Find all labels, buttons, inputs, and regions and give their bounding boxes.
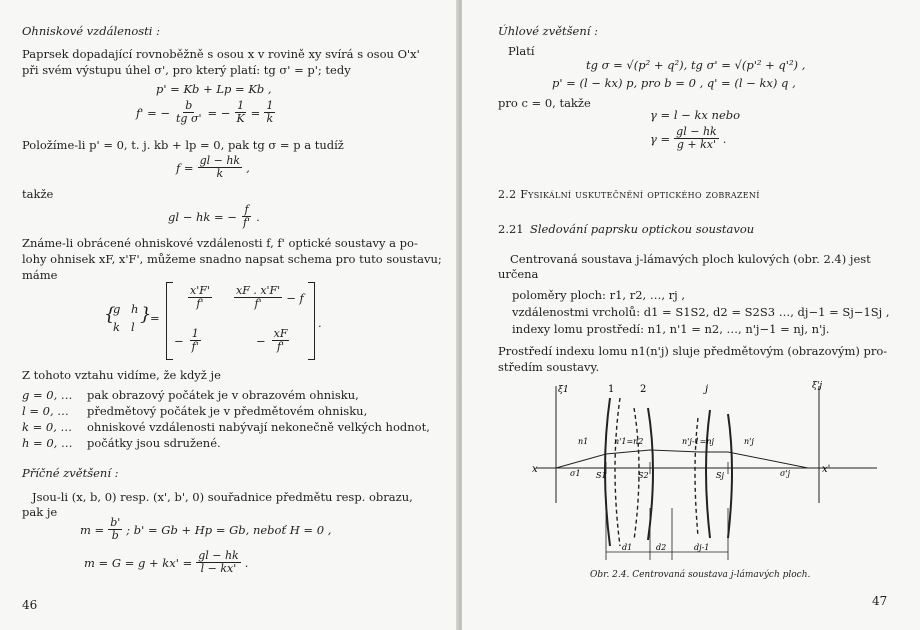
equation: p' = (l − kx) p, pro b = 0 , q' = (l − kx) q , bbox=[552, 76, 796, 90]
heading-transverse: Příčné zvětšení : bbox=[22, 466, 119, 480]
surface-j bbox=[706, 410, 710, 538]
matrix-g: g bbox=[113, 302, 121, 316]
brace-right: } bbox=[140, 304, 152, 325]
list-text: počátky jsou sdružené. bbox=[87, 436, 221, 450]
matrix-k: k bbox=[113, 320, 120, 334]
paragraph-line: Prostředí indexu lomu n1(n'j) sluje předmětovým (obrazovým) pro- bbox=[498, 344, 888, 358]
eq-lhs: gl − hk = − bbox=[168, 209, 237, 224]
label-x: x bbox=[532, 464, 538, 475]
numerator: 1 bbox=[191, 327, 199, 340]
matrix-l: l bbox=[131, 320, 135, 334]
label-xi1: ξ1 bbox=[558, 385, 569, 395]
list-text: předmětový počátek je v předmětovém ohnisku, bbox=[87, 404, 368, 418]
paragraph-line: Známe-li obrácené ohniskové vzdálenosti f, f' optické soustavy a po- bbox=[22, 236, 418, 250]
denominator: tg σ' bbox=[176, 112, 202, 125]
page-number: 46 bbox=[22, 598, 38, 612]
denominator: f' bbox=[191, 340, 199, 353]
label-surface-2: 2 bbox=[640, 384, 647, 395]
surface-j-back bbox=[728, 414, 732, 538]
label-surface-1: 1 bbox=[608, 384, 615, 395]
numerator: b' bbox=[110, 516, 121, 529]
subsection-heading: Sledování paprsku optickou soustavou bbox=[530, 222, 755, 236]
paragraph-line: Paprsek dopadající rovnoběžně s osou x v rovině xy svírá s osou O'x' bbox=[22, 47, 420, 61]
numerator: 1 bbox=[266, 99, 274, 112]
eq-rest: ; b' = Gb + Hp = Gb, neboť H = 0 , bbox=[126, 522, 332, 537]
equation: γ = l − kx nebo bbox=[650, 108, 741, 122]
paragraph-line: máme bbox=[22, 268, 58, 282]
equation bbox=[80, 517, 331, 542]
numerator: b bbox=[185, 99, 193, 112]
paragraph-line: Platí bbox=[508, 44, 535, 58]
brace-left: { bbox=[104, 304, 116, 325]
paragraph-line: při svém výstupu úhel σ', pro který platí: tg σ' = p'; tedy bbox=[22, 63, 351, 77]
list-cond: g = 0, … bbox=[22, 388, 73, 402]
surface-1-back bbox=[615, 398, 620, 546]
eq-lhs: f = bbox=[176, 160, 194, 175]
sign: − bbox=[256, 333, 266, 348]
ray-path bbox=[556, 450, 808, 468]
label-d2: d2 bbox=[656, 543, 667, 552]
equation: tg σ = √(p² + q²), tg σ' = √(p'² + q'²) , bbox=[586, 58, 806, 72]
paragraph-line: Z tohoto vztahu vidíme, že když je bbox=[22, 368, 221, 382]
eq-eq: = bbox=[250, 105, 261, 120]
label-n1: n1 bbox=[578, 437, 589, 446]
fraction bbox=[198, 155, 243, 180]
denominator: f' bbox=[242, 216, 251, 229]
denominator: K bbox=[236, 112, 245, 125]
sign: − bbox=[174, 333, 184, 348]
numerator: gl − hk bbox=[199, 154, 241, 167]
label-S2: S2 bbox=[638, 471, 649, 480]
fraction bbox=[196, 550, 241, 575]
list-text: ohniskové vzdálenosti nabývají nekonečně velkých hodnot, bbox=[87, 420, 430, 434]
label-S1: S1 bbox=[596, 471, 607, 480]
numerator: x'F' bbox=[190, 284, 210, 297]
matrix-cell bbox=[256, 328, 289, 353]
list-text: pak obrazový počátek je v obrazovém ohnisku, bbox=[87, 388, 359, 402]
section-heading: 2.2 Fysikální uskutečnění optického zobrazení bbox=[498, 188, 760, 201]
left-page: Ohniskové vzdálenosti : Paprsek dopadající rovnoběžně s osou x v rovině xy svírá s osou O'x' při svém výstupu úhel σ', pro který platí: tg σ' = p'; tedy p' = Kb + Lp = Kb , f' = − $\frac{b}{\text{tg σ'}}$ = − $\frac{1}{K}$ = $\frac{1}{k}$ Položíme-li p' = 0, t. j. kb + lp = 0, pak tg σ = p a tudíž f = $\frac{gl - hk}{k}$ , takže gl − hk = − $\frac{f}{f'}$ . Známe-li obrácené ohniskové vzdálenosti f, f' optické soustavy a po- lohy ohnisek xF, x'F', můžeme snadno napsat schema pro tuto soustavu; máme { g h k l } = $\frac{x'F'}{f'}$ $\frac{xF . x'F'}{f'}$ − f − $\frac{1}{f'}$ − $\frac{xF}{f'}$ . Z tohoto vztahu vidíme, že když je g = 0, … pak obrazový počátek je v obrazovém ohnisku, l = 0, … předmětový počátek je v předmětovém ohnisku, k = 0, … ohniskové vzdálenosti nabývají nekonečně velkých hodnot, h = 0, … počátky jsou sdružené. Příčné zvětšení : Jsou-li (x, b, 0) resp. (x', b', 0) souřadnice předmětu resp. obrazu, pak je m = $\frac{b'}{b}$ ; b' = Gb + Hp = Gb, neboť H = 0 , m = G = g + kx' = $\frac{gl - hk}{l - kx'}$ . 46 bbox=[0, 0, 458, 630]
label-njm: n'j-1=nj bbox=[682, 437, 714, 446]
label-dj: dj-1 bbox=[694, 543, 710, 552]
denominator: l − kx' bbox=[200, 562, 237, 575]
equation: gl − hk = − $\frac{f}{f'}$ . bbox=[168, 203, 260, 229]
paragraph-line: pak je bbox=[22, 505, 58, 519]
matrix-cell bbox=[174, 328, 201, 353]
denominator: f' bbox=[196, 297, 204, 310]
matrix-h: h bbox=[131, 302, 139, 316]
list-cond: k = 0, … bbox=[22, 420, 73, 434]
list-item: poloměry ploch: r1, r2, …, rj , bbox=[512, 288, 686, 302]
equation: γ = $\frac{gl - hk}{g + kx'}$ . bbox=[650, 125, 727, 151]
fraction bbox=[264, 100, 275, 125]
surface-2 bbox=[648, 408, 653, 540]
label-njp: n'j bbox=[744, 437, 754, 446]
list-item: indexy lomu prostředí: n1, n'1 = n2, …, n'j−1 = nj, n'j. bbox=[512, 322, 830, 336]
denominator: f' bbox=[254, 297, 262, 310]
equation: f = $\frac{gl - hk}{k}$ , bbox=[176, 154, 250, 180]
eq-lhs: m = bbox=[80, 522, 105, 537]
numerator: gl − hk bbox=[676, 125, 717, 138]
equation: p' = Kb + Lp = Kb , bbox=[156, 82, 272, 96]
label-Sj: Sj bbox=[716, 471, 724, 480]
equation: m = G = g + kx' = $\frac{gl - hk}{l - kx'}$ . bbox=[84, 549, 249, 575]
label-n1p: n'1=n2 bbox=[614, 437, 644, 446]
label-sigma1: σ1 bbox=[570, 469, 581, 478]
numerator: xF bbox=[273, 327, 288, 340]
page-number: 47 bbox=[872, 594, 888, 608]
denominator: k bbox=[216, 167, 224, 180]
surface-j-front bbox=[695, 418, 698, 536]
paragraph-line: Centrovaná soustava j-lámavých ploch kulových (obr. 2.4) jest bbox=[510, 252, 871, 266]
eq-lhs: γ = bbox=[650, 131, 671, 146]
paragraph-line: Jsou-li (x, b, 0) resp. (x', b', 0) souřadnice předmětu resp. obrazu, bbox=[32, 490, 413, 504]
subsection-number: 2.21 bbox=[498, 222, 524, 236]
fraction bbox=[234, 100, 246, 125]
equation-focal bbox=[136, 100, 275, 125]
label-x-prime: x' bbox=[822, 464, 831, 475]
denominator: g + kx' bbox=[676, 138, 717, 151]
paragraph-line: lohy ohnisek xF, x'F', můžeme snadno napsat schema pro tuto soustavu; bbox=[22, 252, 442, 266]
numerator: gl − hk bbox=[198, 549, 239, 562]
right-page bbox=[462, 0, 920, 630]
list-cond: l = 0, … bbox=[22, 404, 69, 418]
paragraph-line: středím soustavy. bbox=[498, 360, 600, 374]
eq-lhs: m = G = g + kx' = bbox=[84, 555, 193, 570]
figure-caption: Obr. 2.4. Centrovaná soustava j-lámavých ploch. bbox=[590, 570, 811, 580]
label-surface-j: j bbox=[705, 384, 709, 395]
paragraph-line: Položíme-li p' = 0, t. j. kb + lp = 0, pak tg σ = p a tudíž bbox=[22, 138, 344, 152]
numerator: xF . x'F' bbox=[236, 284, 281, 297]
denominator: k bbox=[266, 112, 274, 125]
list-item: vzdálenostmi vrcholů: d1 = S1S2, d2 = S2S3 …, dj−1 = Sj−1Sj , bbox=[512, 305, 890, 319]
label-sigma-j: σ'j bbox=[780, 469, 791, 478]
numerator: 1 bbox=[237, 99, 245, 112]
denominator: b bbox=[111, 529, 119, 542]
eq-lhs: f' = − bbox=[136, 105, 171, 120]
fraction bbox=[174, 100, 204, 125]
eq-mid: = − bbox=[207, 105, 231, 120]
matrix-tail: − f bbox=[286, 290, 304, 305]
label-d1: d1 bbox=[622, 543, 633, 552]
paragraph-line: pro c = 0, takže bbox=[498, 96, 591, 110]
label-xi-j: ξ'j bbox=[812, 381, 823, 391]
list-cond: h = 0, … bbox=[22, 436, 73, 450]
heading-angular: Úhlové zvětšení : bbox=[498, 24, 598, 38]
matrix-cell bbox=[188, 285, 212, 310]
paragraph-line: určena bbox=[498, 267, 539, 281]
optical-system-figure bbox=[522, 378, 892, 568]
bracket-right bbox=[308, 282, 315, 360]
numerator: f bbox=[244, 203, 249, 216]
bracket-left bbox=[166, 282, 173, 360]
matrix-equals: = bbox=[150, 311, 160, 325]
paragraph-line: takže bbox=[22, 187, 54, 201]
fraction bbox=[241, 204, 252, 229]
heading-focal-lengths: Ohniskové vzdálenosti : bbox=[22, 24, 160, 38]
fraction bbox=[108, 517, 122, 542]
fraction bbox=[674, 126, 719, 151]
matrix-cell bbox=[234, 285, 304, 310]
denominator: f' bbox=[277, 340, 285, 353]
